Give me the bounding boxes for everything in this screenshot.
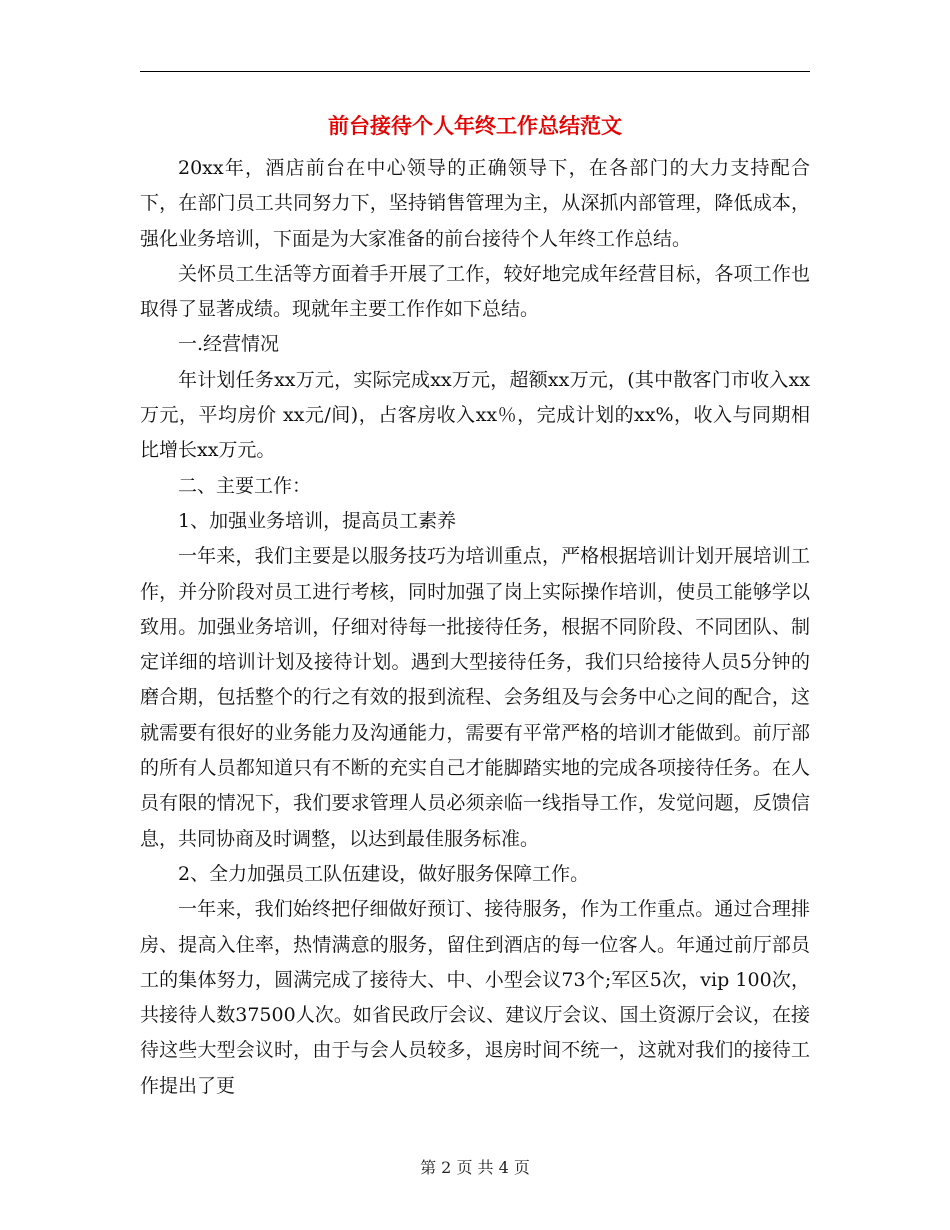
page-footer: 第 2 页 共 4 页 (420, 1158, 530, 1177)
paragraph-care: 关怀员工生活等方面着手开展了工作，较好地完成年经营目标，各项工作也取得了显著成绩。现就年主要工作作如下总结。 (140, 262, 810, 321)
section-heading-operations: 一.经营情况 (178, 333, 280, 356)
paragraph-training: 一年来，我们主要是以服务技巧为培训重点，严格根据培训计划开展培训工作，并分阶段对员工进行考核，同时加强了岗上实际操作培训，使员工能够学以致用。加强业务培训，仔细对待每一批接待任务，根据不同阶段、不同团队、制定详细的培训计划及接待计划。遇到大型接待任务，我们只给接待人员5分钟的磨合期，包括整个的行之有效的报到流程、会务组及与会务中心之间的配合，这就需要有很好的业务能力及沟通能力，需要有平常严格的培训才能做到。前厅部的所有人员都知道只有不断的充实自己才能脚踏实地的完成各项接待任务。在人员有限的情况下，我们要求管理人员必须亲临一线指导工作，发觉问题，反馈信息，共同协商及时调整，以达到最佳服务标准。 (140, 545, 810, 850)
document-title: 前台接待个人年终工作总结范文 (328, 113, 622, 138)
paragraph-operations: 年计划任务xx万元，实际完成xx万元，超额xx万元，(其中散客门市收入xx万元，平均房价 xx元/间)，占客房收入xx％，完成计划的xx%，收入与同期相比增长xx万元。 (140, 368, 810, 462)
document-body (140, 151, 810, 1104)
subheading-training: 1、加强业务培训，提高员工素养 (178, 509, 457, 532)
header-rule (140, 71, 810, 72)
paragraph-team: 一年来，我们始终把仔细做好预订、接待服务，作为工作重点。通过合理排房、提高入住率，热情满意的服务，留住到酒店的每一位客人。年通过前厅部员工的集体努力，圆满完成了接待大、中、小型会议73个;军区5次，vip 100次，共接待人数37500人次。如省民政厅会议、建议厅会议、国土资源厅会议，在接待这些大型会议时，由于与会人员较多，退房时间不统一，这就对我们的接待工作提出了更 (140, 898, 810, 1097)
paragraph-intro: 20xx年，酒店前台在中心领导的正确领导下，在各部门的大力支持配合下，在部门员工共同努力下，坚持销售管理为主，从深抓内部管理，降低成本，强化业务培训，下面是为大家准备的前台接待个人年终工作总结。 (140, 157, 810, 250)
section-heading-main-work: 二、主要工作： (178, 474, 312, 497)
subheading-team: 2、全力加强员工队伍建设，做好服务保障工作。 (178, 862, 590, 885)
